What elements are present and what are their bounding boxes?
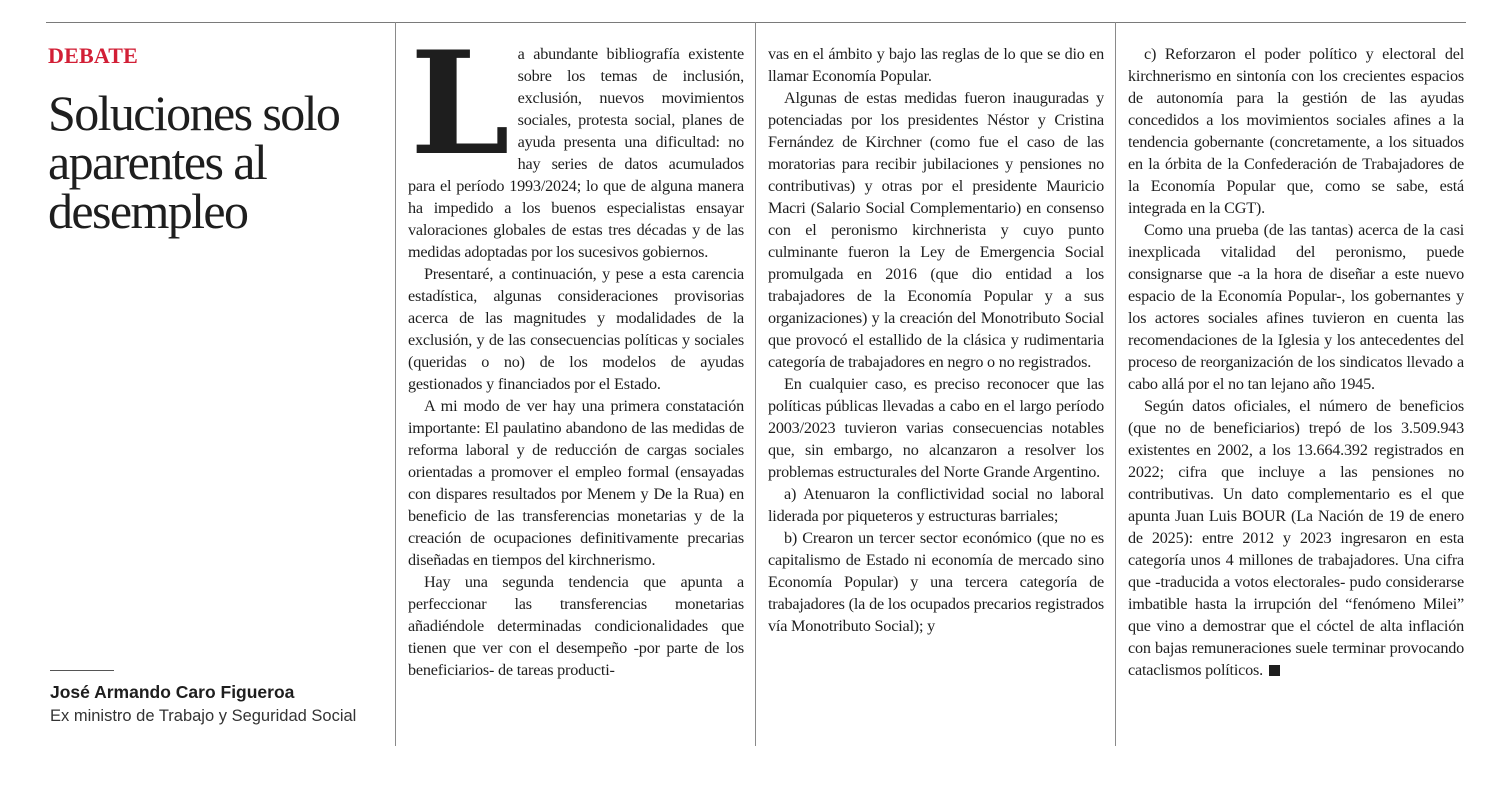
article-column-2 [768, 43, 1104, 749]
article-paragraph: b) Crearon un tercer sector económico (que no es capitalismo de Estado ni economía de mercado sino Economía Popular) y una tercera categoría de trabajadores (la de los ocupados precarios registrados vía Monotributo Social); y [768, 529, 1104, 635]
article-paragraph: En cualquier caso, es preciso reconocer que las políticas públicas llevadas a cabo en el largo período 2003/2023 tuvieron varias consecuencias notables que, sin embargo, no alcanzaron a resolver los problemas estructurales del Norte Grande Argentino. [768, 375, 1104, 481]
article-paragraph: c) Reforzaron el poder político y electoral del kirchnerismo en sintonía con los crecientes espacios de autonomía para la gestión de las ayudas concedidos a los movimientos sociales afines a la tendencia gobernante (concretamente, a los situados en la órbita de la Confederación de Trabajadores de la Economía Popular que, como se sabe, está integrada en la CGT). [1128, 45, 1464, 217]
article-column-3 [1128, 43, 1464, 749]
author-block [50, 682, 360, 727]
author-role: Ex ministro de Trabajo y Seguridad Social [50, 707, 357, 725]
author-name: José Armando Caro Figueroa [50, 682, 295, 702]
column-divider [1115, 22, 1116, 746]
drop-cap: L [410, 43, 510, 187]
article-paragraph: Presentaré, a continuación, y pese a esta carencia estadística, algunas consideraciones provisorias acerca de las magnitudes y modalidades de la exclusión, y de las consecuencias políticas y sociales (queridas o no) de los modelos de ayudas gestionados y financiados por el Estado. [408, 265, 744, 393]
article-paragraph: vas en el ámbito y bajo las reglas de lo que se dio en llamar Economía Popular. [768, 45, 1104, 85]
top-rule [46, 22, 1466, 23]
headline: Soluciones solo aparentes al desempleo [48, 85, 340, 239]
article-paragraph: La abundante bibliografía existente sobre los temas de inclusión, exclusión, nuevos movimientos sociales, protesta social, planes de ayuda presenta una dificultad: no hay series de datos acumulados para el período 1993/2024; lo que de alguna manera ha impedido a los buenos especialistas ensayar valoraciones globales de estas tres décadas y de las medidas adoptadas por los sucesivos gobiernos. [408, 43, 744, 261]
column-divider [755, 22, 756, 746]
article-paragraph: a) Atenuaron la conflictividad social no laboral liderada por piqueteros y estructuras barriales; [768, 485, 1104, 525]
column-divider [395, 22, 396, 746]
article-header [48, 40, 378, 750]
section-label: DEBATE [48, 43, 139, 68]
article-paragraph: A mi modo de ver hay una primera constatación importante: El paulatino abandono de las medidas de reforma laboral y de reducción de cargas sociales orientadas a promover el empleo formal (ensayadas con dispares resultados por Menem y De la Rua) en beneficio de las transferencias monetarias y de la creación de ocupaciones definitivamente precarias diseñadas en tiempos del kirchnerismo. [408, 397, 744, 569]
author-divider [50, 670, 114, 671]
end-mark-icon [1269, 665, 1280, 676]
article-paragraph: Hay una segunda tendencia que apunta a perfeccionar las transferencias monetarias añadiéndole determinadas condicionalidades que tienen que ver con el desempeño -por parte de los beneficiarios- de tareas producti- [408, 573, 744, 679]
article-paragraph: Como una prueba (de las tantas) acerca de la casi inexplicada vitalidad del peronismo, puede consignarse que -a la hora de diseñar a este nuevo espacio de la Economía Popular-, los gobernantes y los actores sociales afines tuvieron en cuenta las recomendaciones de la Iglesia y los antecedentes del proceso de reorganización de los sindicatos llevado a cabo allá por el no tan lejano año 1945. [1128, 221, 1464, 393]
article-paragraph: Según datos oficiales, el número de beneficios (que no de beneficiarios) trepó de los 3.509.943 existentes en 2002, a los 13.664.392 registrados en 2022; cifra que incluye a las pensiones no contributivas. Un dato complementario es el que apunta Juan Luis BOUR (La Nación de 19 de enero de 2025): entre 2012 y 2023 ingresaron en esta categoría unos 4 millones de trabajadores. Una cifra que -traducida a votos electorales- pudo considerarse imbatible hasta la irrupción del “fenómeno Milei” que vino a demostrar que el cóctel de alta inflación con bajas remuneraciones suele terminar provocando cataclismos políticos. [1128, 397, 1464, 679]
article-column-1 [408, 43, 744, 749]
article-paragraph: Algunas de estas medidas fueron inauguradas y potenciadas por los presidentes Néstor y Cristina Fernández de Kirchner (como fue el caso de las moratorias para recibir jubilaciones y pensiones no contributivas) y otras por el presidente Mauricio Macri (Salario Social Complementario) en consenso con el peronismo kirchnerista y cuyo punto culminante fueron la Ley de Emergencia Social promulgada en 2016 (que dio entidad a los trabajadores de la Economía Popular y a sus organizaciones) y la creación del Monotributo Social que provocó el estallido de la clásica y rudimentaria categoría de trabajadores en negro o no registrados. [768, 89, 1104, 371]
